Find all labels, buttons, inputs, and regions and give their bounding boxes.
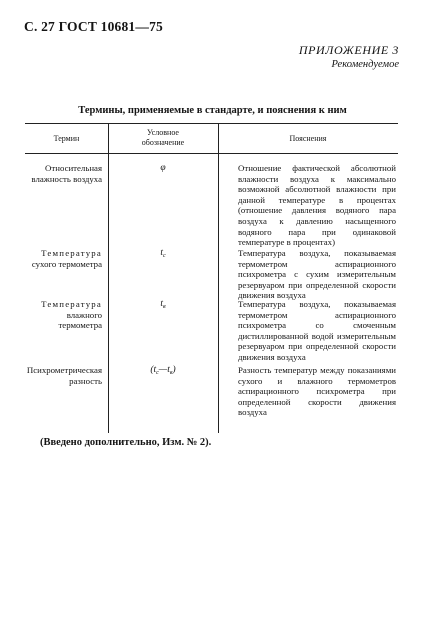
explanation-text: Отношение фактической абсолютной влажности воздуха к максимально возможной абсолютной влажности при данной температуре в процентах (отношение давления водяного пара воздуха к давлению насыщенного водяного пара при одинаковой температуре в процентах)	[238, 163, 396, 248]
appendix-label	[299, 43, 399, 70]
term-line: Психрометрическая	[26, 365, 102, 375]
header-symbol-line1: Условное	[147, 128, 179, 137]
symbol-paren-open: (	[150, 365, 154, 375]
amendment-note: (Введено дополнительно, Изм. № 2).	[40, 437, 212, 448]
header-symbol-line2: обозначение	[141, 138, 185, 147]
term-line: разность	[69, 375, 102, 386]
header-explanation: Пояснения	[289, 134, 327, 143]
explanation-text: Температура воздуха, показываемая термометром аспирационного психрометра со смоченным дистиллированной водой измерительным резервуаром при определенной скорости движения воздуха	[238, 299, 396, 362]
term-line: влажного термометра	[58, 309, 102, 331]
symbol-t-difference	[108, 365, 218, 376]
symbol-base: t	[167, 365, 170, 375]
table-top-rule	[25, 123, 398, 124]
explanation-psychrometric-difference	[226, 365, 396, 418]
term-line: Температура	[41, 248, 102, 258]
symbol-base: t	[160, 299, 164, 309]
symbol-t-wet	[108, 299, 218, 310]
page-header: С. 27 ГОСТ 10681—75	[24, 19, 163, 34]
term-psychrometric-difference	[25, 365, 102, 386]
symbol-t-dry	[108, 248, 218, 259]
symbol-subscript: с	[156, 370, 159, 376]
symbol-base: t	[160, 248, 163, 258]
term-line: влажность воздуха	[31, 173, 102, 184]
symbol-phi: φ	[160, 163, 166, 173]
term-dry-bulb	[25, 248, 102, 269]
header-term: Термин	[53, 134, 80, 143]
term-wet-bulb	[25, 299, 102, 331]
explanation-text: Разность температур между показаниями сухого и влажного термометров аспирационного психрометра при определенной скорости движения воздуха	[238, 365, 396, 418]
symbol-paren-close: )	[172, 365, 176, 375]
explanation-relative-humidity	[226, 163, 396, 248]
table-title: Термины, применяемые в стандарте, и пояснения к ним	[78, 105, 347, 116]
term-line: Относительная	[45, 163, 102, 173]
column-divider-2	[218, 123, 219, 433]
symbol-minus: —	[158, 365, 168, 375]
symbol-base: t	[153, 365, 157, 375]
appendix-title: ПРИЛОЖЕНИЕ 3	[298, 43, 399, 57]
term-relative-humidity	[25, 163, 102, 184]
term-line: сухого термометра	[31, 258, 102, 269]
explanation-text: Температура воздуха, показываемая термометром аспирационного психрометра с сухим измерительным резервуаром при определенной скорости движения воздуха	[238, 248, 396, 301]
symbol-subscript: с	[162, 253, 166, 259]
symbol-subscript: в	[163, 304, 166, 310]
header-symbol	[108, 128, 218, 148]
symbol-subscript: в	[169, 370, 173, 376]
table-header-rule	[25, 153, 398, 154]
explanation-dry-bulb	[226, 248, 396, 301]
appendix-subtitle: Рекомендуемое	[331, 59, 399, 70]
explanation-wet-bulb	[226, 299, 396, 363]
term-line: Температура	[41, 299, 102, 309]
